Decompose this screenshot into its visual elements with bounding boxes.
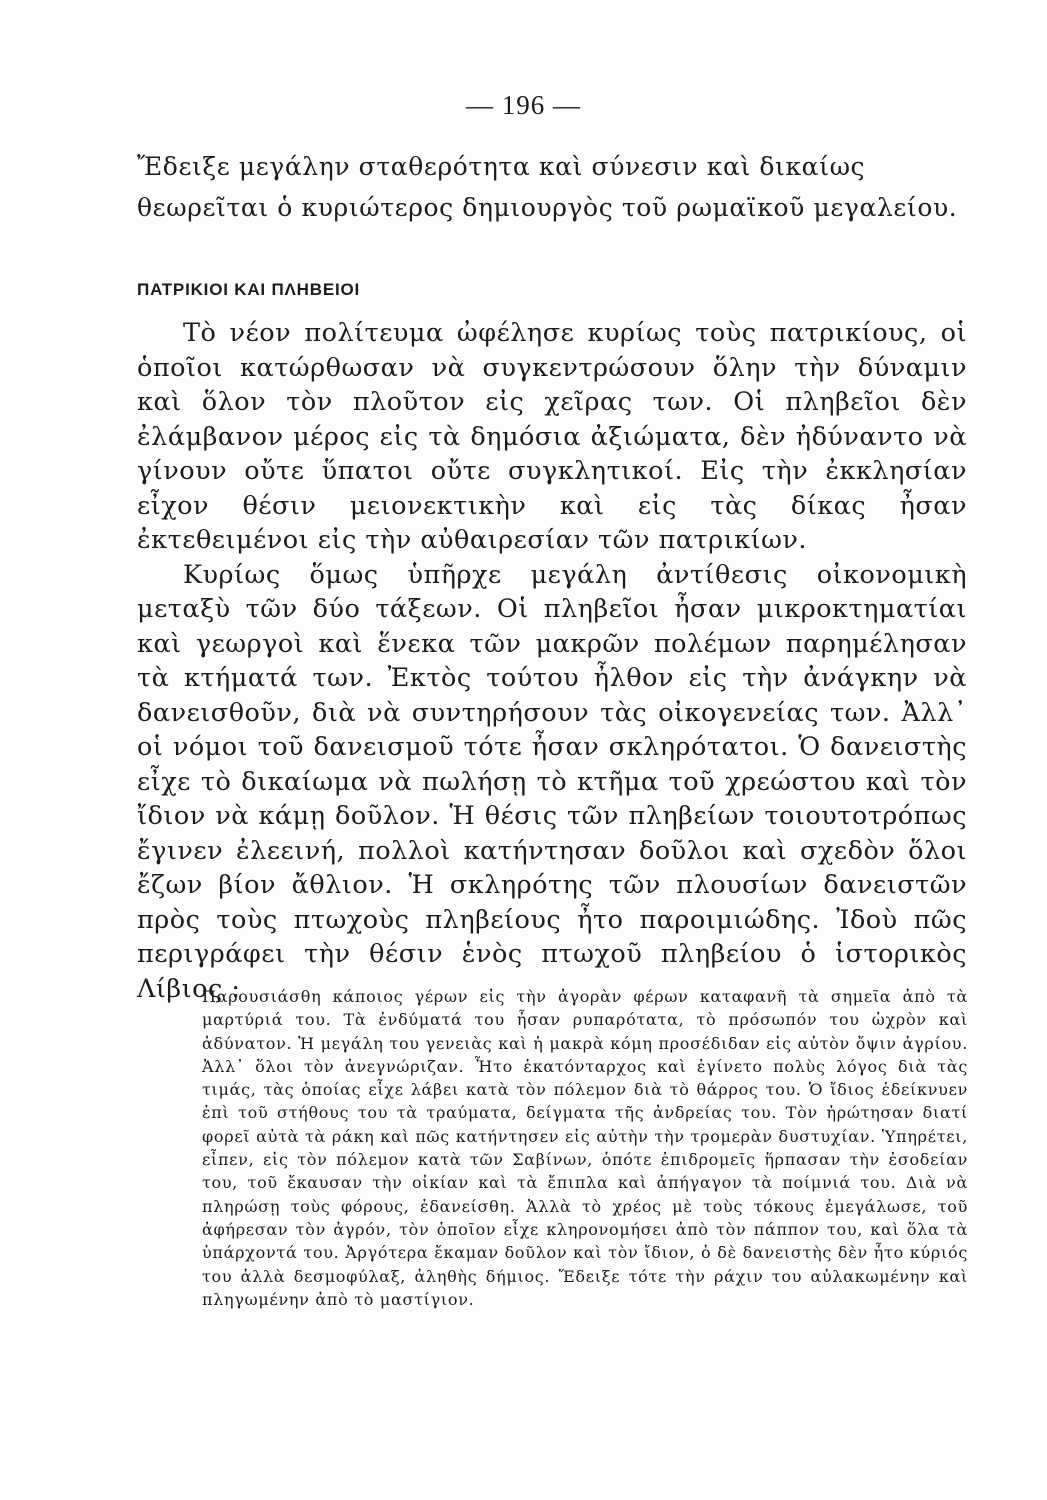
paragraph: Κυρίως ὅμως ὑπῆρχε μεγάλη ἀντίθεσις οἰκονομικὴ μεταξὺ τῶν δύο τάξεων. Οἱ πληβεῖοι ἦσαν μικροκτηματίαι καὶ γεωργοὶ καὶ ἕνεκα τῶν μακρῶν πολέμων παρημέλησαν τὰ κτήματά των. Ἐκτὸς τούτου ἦλθον εἰς τὴν ἀνάγκην νὰ δανεισθοῦν, διὰ νὰ συντηρήσουν τὰς οἰκογενείας των. Ἀλλ᾽ οἱ νόμοι τοῦ δανεισμοῦ τότε ἦσαν σκληρότατοι. Ὁ δανειστὴς εἶχε τὸ δικαίωμα νὰ πωλήσῃ τὸ κτῆμα τοῦ χρεώστου καὶ τὸν ἴδιον νὰ κάμῃ δοῦλον. Ἡ θέσις τῶν πληβείων τοιουτοτρόπως ἔγινεν ἐλεεινή, πολλοὶ κατήντησαν δοῦλοι καὶ σχεδὸν ὅλοι ἔζων βίον ἄθλιον. Ἡ σκληρότης τῶν πλουσίων δανειστῶν πρὸς τοὺς πτωχοὺς πληβείους ἦτο παροιμιώδης. Ἰδοὺ πῶς περιγράφει τὴν θέσιν ἑνὸς πτωχοῦ πληβείου ὁ ἱστορικὸς Λίβιος : [137,559,967,1004]
page-number: — 196 — [466,90,581,120]
livy-quote [202,985,968,1311]
paragraph: Τὸ νέον πολίτευμα ὠφέλησε κυρίως τοὺς πατρικίους, οἱ ὁποῖοι κατώρθωσαν νὰ συγκεντρώσουν ὅλην τὴν δύναμιν καὶ ὅλον τὸν πλοῦτον εἰς χεῖρας των. Οἱ πληβεῖοι δὲν ἐλάμβανον μέρος εἰς τὰ δημόσια ἀξιώματα, δὲν ἠδύναντο νὰ γίνουν οὔτε ὕπατοι οὔτε συγκλητικοί. Εἰς τὴν ἐκκλησίαν εἶχον θέσιν μειονεκτικὴν καὶ εἰς τὰς δίκας ἦσαν ἐκτεθειμένοι εἰς τὴν αὐθαιρεσίαν τῶν πατρικίων. [137,318,967,555]
intro-paragraph [137,146,967,228]
section-heading: ΠΑΤΡΙΚΙΟΙ ΚΑΙ ΠΛΗΒΕΙΟΙ [137,280,361,299]
intro-text: Ἔδειξε μεγάλην σταθερότητα καὶ σύνεσιν καὶ δικαίως θεωρεῖται ὁ κυριώτερος δημιουργὸς τοῦ ρωμαϊκοῦ μεγαλείου. [137,152,958,222]
quote-text: Παρουσιάσθη κάποιος γέρων εἰς τὴν ἀγορὰν φέρων καταφανῆ τὰ σημεῖα ἀπὸ τὰ μαρτύριά του. Τὰ ἐνδύματά του ἦσαν ρυπαρότατα, τὸ πρόσωπόν του ὠχρὸν καὶ ἀδύνατον. Ἡ μεγάλη του γενειὰς καὶ ἡ μακρὰ κόμη προσέδιδαν εἰς αὐτὸν ὄψιν ἀγρίου. Ἀλλ᾽ ὅλοι τὸν ἀνεγνώριζαν. Ἦτο ἑκατόνταρχος καὶ ἐγίνετο πολὺς λόγος διὰ τὰς τιμάς, τὰς ὁποίας εἶχε λάβει κατὰ τὸν πόλεμον διὰ τὸ θάρρος του. Ὁ ἴδιος ἐδείκνυεν ἐπὶ τοῦ στήθους του τὰ τραύματα, δείγματα τῆς ἀνδρείας του. Τὸν ἠρώτησαν διατί φορεῖ αὐτὰ τὰ ράκη καὶ πῶς κατήντησεν εἰς αὐτὴν τὴν τρομερὰν δυστυχίαν. Ὑπηρέτει, εἶπεν, εἰς τὸν πόλεμον κατὰ τῶν Σαβίνων, ὁπότε ἐπιδρομεῖς ἥρπασαν τὴν ἐσοδείαν του, τοῦ ἔκαυσαν τὴν οἰκίαν καὶ τὰ ἔπιπλα καὶ ἀπήγαγον τὰ ποίμνιά του. Διὰ νὰ πληρώσῃ τοὺς φόρους, ἐδανείσθη. Ἀλλὰ τὸ χρέος μὲ τοὺς τόκους ἐμεγάλωσε, τοῦ ἀφήρεσαν τὸν ἀγρόν, τὸν ὁποῖον εἶχε κληρονομήσει ἀπὸ τὸν πάππον του, καὶ ὅλα τὰ ὑπάρχοντά του. Ἀργότερα ἔκαμαν δοῦλον καὶ τὸν ἴδιον, ὁ δὲ δανειστὴς δὲν ἦτο κύριός του ἀλλὰ δεσμοφύλαξ, ἀληθὴς δήμιος. Ἔδειξε τότε τὴν ράχιν του αὐλακωμένην καὶ πληγωμένην ἀπὸ τὸ μαστίγιον. [202,987,968,1309]
main-text [137,316,967,1006]
